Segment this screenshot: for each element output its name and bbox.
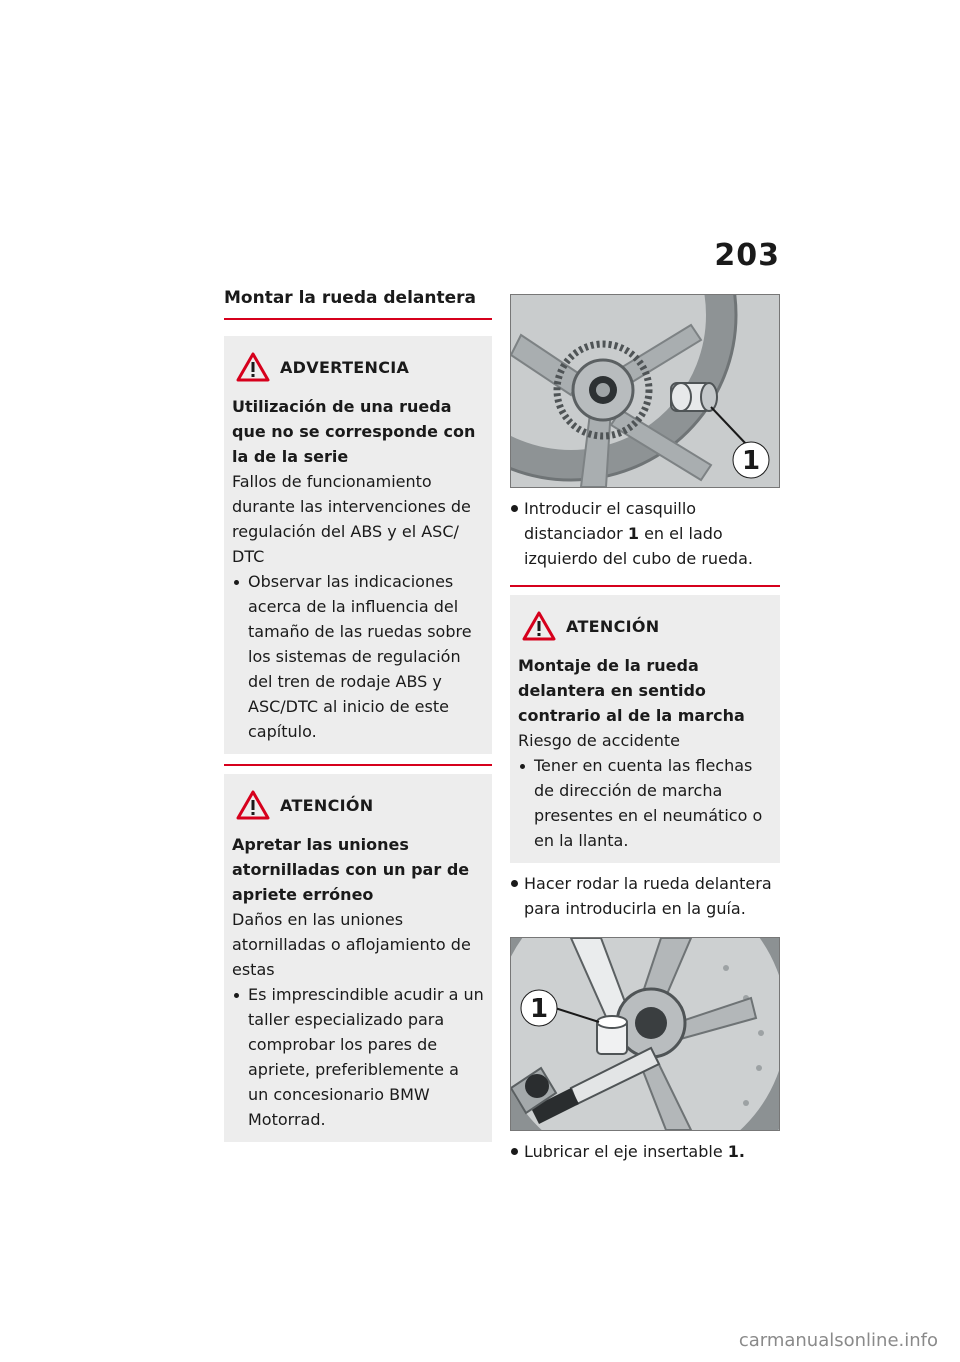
warning-consequence: Fallos de funcionamiento durante las intervenciones de regulación del ABS y el ASC/ DTC (232, 472, 471, 566)
step-lubricate-axle (510, 1139, 780, 1164)
caution-box (224, 774, 492, 1142)
caution-action: Es imprescindible acudir a un taller especializado para comprobar los pares de apriete, preferiblemente a un concesionario BMW Motorrad. (232, 982, 484, 1132)
page-number: 203 (714, 238, 780, 273)
caution-triangle-icon (522, 611, 556, 641)
figure-insert-axle (510, 937, 780, 1131)
step-roll-wheel: Hacer rodar la rueda delantera para introducirla en la guía. (510, 871, 780, 921)
section-title: Montar la rueda delantera (224, 288, 492, 320)
step3-text-before: Lubricar el eje insertable (524, 1142, 723, 1161)
caution2-header (518, 607, 772, 645)
step3-ref: 1 (727, 1142, 739, 1161)
caution-title: ATENCIÓN (280, 795, 374, 815)
right-column (510, 294, 780, 1164)
axle-illustration (511, 938, 779, 1130)
caution2-action: Tener en cuenta las flechas de dirección de marcha presentes en el neumático o en la llanta. (518, 753, 772, 853)
caution-consequence: Daños en las uniones atornilladas o aflojamiento de estas (232, 910, 471, 979)
watermark: carmanualsonline.info (738, 1330, 938, 1351)
caution2-headline: Montaje de la rueda delantera en sentido contrario al de la marcha (518, 656, 745, 725)
figure2-callout: 1 (529, 994, 549, 1024)
caution-header (232, 786, 484, 824)
warning-action: Observar las indicaciones acerca de la influencia del tamaño de las ruedas sobre los sistemas de regulación del tren de rodaje ABS y ASC/DTC al inicio de este capítulo. (232, 569, 484, 744)
caution-triangle-icon (236, 790, 270, 820)
warning-triangle-icon (236, 352, 270, 382)
warning-headline: Utilización de una rueda que no se corresponde con la de la serie (232, 397, 476, 466)
warning-title: ADVERTENCIA (280, 357, 410, 377)
step-insert-spacer (510, 496, 780, 571)
step1-text-after: en el lado izquierdo del cubo de rueda. (524, 524, 753, 568)
warning-header (232, 348, 484, 386)
figure-spacer-sleeve (510, 294, 780, 488)
caution2-consequence: Riesgo de accidente (518, 731, 680, 750)
caution2-title: ATENCIÓN (566, 616, 660, 636)
step1-ref: 1 (627, 524, 639, 543)
left-column (224, 288, 492, 1142)
step1-text-before: Introducir el casquillo distanciador (524, 499, 697, 543)
caution-headline: Apretar las uniones atornilladas con un par de apriete erróneo (232, 835, 470, 904)
wheel-hub-illustration (511, 295, 779, 487)
figure1-callout: 1 (741, 446, 761, 476)
warning-box (224, 336, 492, 754)
step3-text-after: . (738, 1142, 745, 1161)
caution-box-2 (510, 595, 780, 863)
